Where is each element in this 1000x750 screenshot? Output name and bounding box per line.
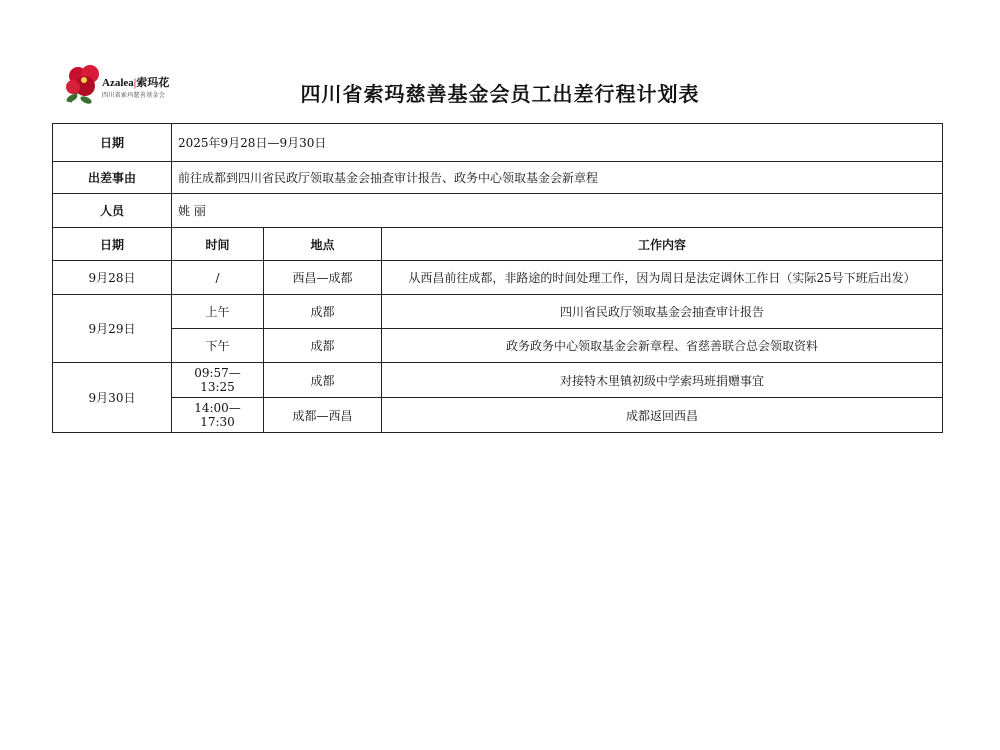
person-label: 人员 — [53, 194, 172, 228]
reason-label: 出差事由 — [53, 162, 172, 194]
column-header-content: 工作内容 — [382, 228, 943, 261]
item-content: 从西昌前往成都，非路途的时间处理工作，因为周日是法定调休工作日（实际25号下班后出发） — [382, 261, 943, 295]
table-row — [53, 363, 943, 398]
date-label: 日期 — [53, 124, 172, 162]
table-row — [53, 162, 943, 194]
itinerary-table — [52, 123, 943, 433]
item-time: 09:57—13:25 — [172, 363, 264, 398]
column-header-time: 时间 — [172, 228, 264, 261]
table-row — [53, 124, 943, 162]
item-time: 下午 — [172, 329, 264, 363]
table-row — [53, 194, 943, 228]
document-title: 四川省索玛慈善基金会员工出差行程计划表 — [300, 82, 700, 106]
item-place: 成都 — [264, 295, 382, 329]
date-value: 2025年9月28日—9月30日 — [172, 124, 943, 162]
item-content: 成都返回西昌 — [382, 398, 943, 433]
item-content: 政务政务中心领取基金会新章程、省慈善联合总会领取资料 — [382, 329, 943, 363]
item-place: 成都 — [264, 363, 382, 398]
item-time: 上午 — [172, 295, 264, 329]
logo-subtitle: 四川省索玛慈善基金会 — [102, 92, 166, 99]
item-place: 西昌—成都 — [264, 261, 382, 295]
logo-brand: Azalea|索玛花 — [102, 77, 170, 89]
logo-brand-latin: Azalea — [102, 77, 134, 89]
table-row — [53, 261, 943, 295]
column-header-place: 地点 — [264, 228, 382, 261]
day-date: 9月29日 — [53, 295, 172, 363]
column-header-row — [53, 228, 943, 261]
item-place: 成都—西昌 — [264, 398, 382, 433]
table-row — [53, 329, 943, 363]
column-header-date: 日期 — [53, 228, 172, 261]
item-time: / — [172, 261, 264, 295]
item-place: 成都 — [264, 329, 382, 363]
reason-value: 前往成都到四川省民政厅领取基金会抽查审计报告、政务中心领取基金会新章程 — [172, 162, 943, 194]
person-value: 姚 丽 — [172, 194, 943, 228]
day-date: 9月28日 — [53, 261, 172, 295]
item-content: 四川省民政厅领取基金会抽查审计报告 — [382, 295, 943, 329]
table-row — [53, 398, 943, 433]
table-row — [53, 295, 943, 329]
day-date: 9月30日 — [53, 363, 172, 433]
logo-brand-cn: 索玛花 — [136, 77, 170, 89]
item-content: 对接特木里镇初级中学索玛班捐赠事宜 — [382, 363, 943, 398]
item-time: 14:00—17:30 — [172, 398, 264, 433]
